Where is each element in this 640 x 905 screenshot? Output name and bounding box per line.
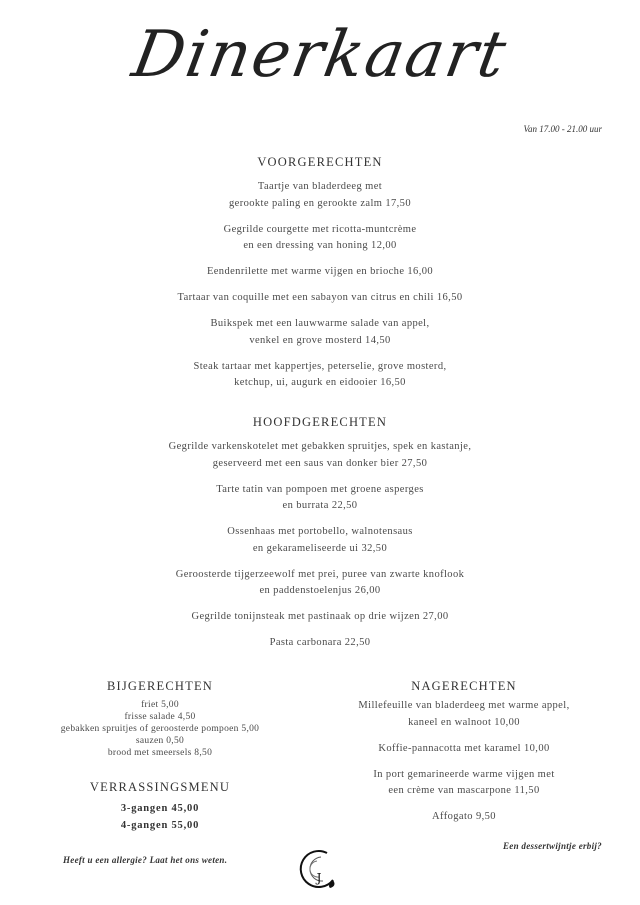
menu-item-line: Gegrilde courgette met ricotta-muntcrème	[223, 223, 417, 235]
menu-item-line: geserveerd met een saus van donker bier 27,50	[212, 457, 428, 469]
menu-item-line: en een dressing van honing 12,00	[243, 240, 397, 251]
menu-item: frisse salade 4,50	[124, 712, 196, 722]
section-heading: VERRASSINGSMENU	[89, 780, 231, 794]
menu-item-line: kaneel en walnoot 10,00	[408, 716, 520, 728]
menu-item	[0, 609, 640, 626]
menu-item: friet 5,00	[141, 700, 179, 710]
menu-item	[0, 439, 640, 472]
menu-item: gebakken spruitjes of geroosterde pompoen 5,00	[60, 724, 260, 734]
menu-item	[0, 290, 640, 307]
menu-item	[320, 698, 608, 731]
menu-item-line: ketchup, ui, augurk en eidooier 16,50	[234, 377, 406, 388]
menu-item	[0, 524, 640, 557]
allergy-note: Heeft u een allergie? Laat het ons weten.	[63, 855, 228, 865]
restaurant-logo-icon	[297, 848, 341, 892]
menu-item	[0, 222, 640, 255]
menu-item-line: Steak tartaar met kappertjes, peterselie, grove mosterd,	[193, 360, 447, 372]
menu-option: 3-gangen 45,00	[120, 803, 200, 814]
menu-item-line: Millefeuille van bladerdeeg met warme appel,	[358, 700, 570, 711]
menu-item-line: venkel en grove mosterd 14,50	[249, 334, 391, 346]
section-hoofdgerechten	[0, 415, 640, 661]
menu-item-line: Taartje van bladerdeeg met	[257, 181, 383, 192]
section-voorgerechten	[0, 155, 640, 401]
section-verrassingsmenu	[20, 780, 300, 834]
menu-item-line: Gegrilde varkenskotelet met gebakken spruitjes, spek en kastanje,	[168, 441, 472, 452]
section-nagerechten	[320, 679, 608, 835]
menu-item-line: en burrata 22,50	[282, 500, 358, 511]
menu-item	[0, 482, 640, 515]
menu-item-line: Buikspek met een lauwwarme salade van appel,	[210, 318, 430, 329]
menu-item-line: en paddenstoelenjus 26,00	[259, 585, 381, 596]
menu-item	[0, 635, 640, 652]
opening-hours: Van 17.00 - 21.00 uur	[523, 124, 602, 134]
menu-item-line: Eendenrilette met warme vijgen en brioche 16,00	[206, 266, 434, 277]
dessert-wine-note: Een dessertwijntje erbij?	[502, 841, 602, 851]
menu-item-line: en gekarameliseerde ui 32,50	[252, 542, 388, 554]
menu-item	[0, 179, 640, 212]
menu-item-line: Gegrilde tonijnsteak met pastinaak op drie wijzen 27,00	[191, 611, 449, 622]
menu-item-line: Ossenhaas met portobello, walnotensaus	[227, 526, 413, 537]
menu-item	[320, 809, 608, 826]
menu-item-line: Tarte tatin van pompoen met groene asperges	[216, 483, 424, 495]
menu-item-line: een crème van mascarpone 11,50	[388, 785, 540, 796]
section-heading: VOORGERECHTEN	[257, 155, 383, 169]
menu-item	[0, 316, 640, 349]
menu-item-line: Geroosterde tijgerzeewolf met prei, puree van zwarte knoflook	[175, 568, 465, 580]
menu-item: brood met smeersels 8,50	[107, 748, 213, 758]
menu-item-line: Koffie-pannacotta met karamel 10,00	[378, 742, 550, 754]
section-bijgerechten	[20, 679, 300, 759]
menu-item	[0, 359, 640, 392]
menu-item	[0, 264, 640, 281]
section-heading: NAGERECHTEN	[411, 679, 517, 693]
menu-item-line: In port gemarineerde warme vijgen met	[373, 768, 555, 780]
svg-text:J: J	[316, 871, 322, 885]
menu-item	[0, 567, 640, 600]
section-heading: BIJGERECHTEN	[106, 679, 214, 693]
menu-item-line: Tartaar van coquille met een sabayon van citrus en chili 16,50	[177, 292, 463, 303]
menu-option: 4-gangen 55,00	[120, 820, 200, 831]
section-heading: HOOFDGERECHTEN	[252, 415, 388, 429]
menu-item-line: gerookte paling en gerookte zalm 17,50	[229, 197, 411, 209]
menu-item-line: Affogato 9,50	[432, 811, 496, 822]
menu-item	[320, 767, 608, 800]
menu-item-line: Pasta carbonara 22,50	[269, 637, 371, 648]
menu-item	[320, 741, 608, 758]
page-title: Dinerkaart	[127, 18, 513, 92]
menu-item: sauzen 0,50	[135, 736, 185, 746]
